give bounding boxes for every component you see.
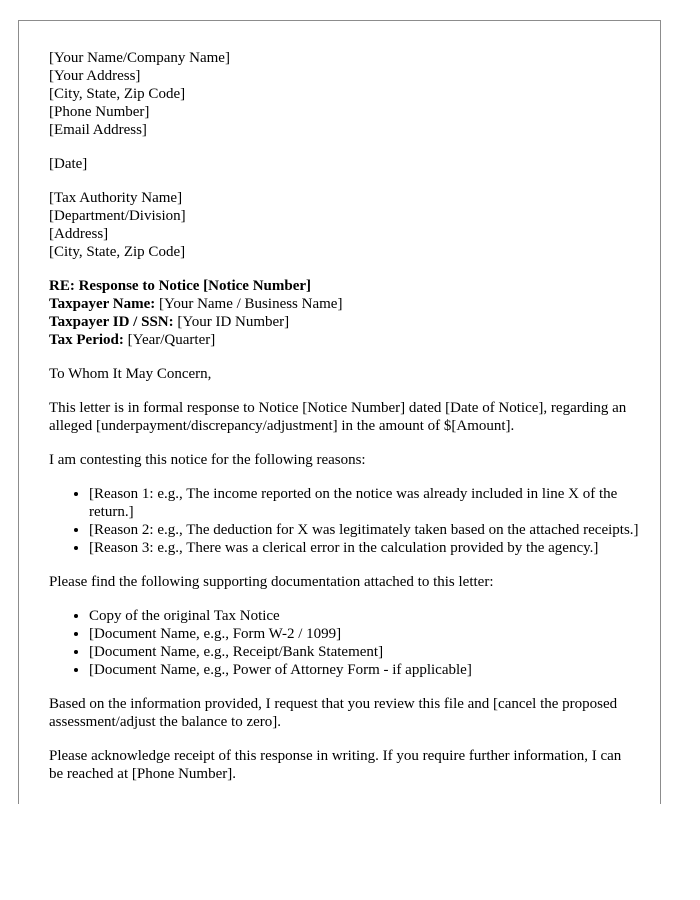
reason-item-3: • [Reason 3: e.g., There was a clerical error in the calculation provided by the agency.] [89,539,639,557]
document-item-1: • Copy of the original Tax Notice [89,607,639,625]
reason-item-1: • [Reason 1: e.g., The income reported on the notice was already included in line X of the return.] [89,485,639,521]
contest-intro: I am contesting this notice for the following reasons: [49,452,366,468]
recipient-block [49,189,639,261]
document-item-3: • [Document Name, e.g., Receipt/Bank Statement] [89,643,639,661]
taxpayer-id-line [49,313,639,331]
sender-address: [Your Address] [49,68,141,84]
sender-email: [Email Address] [49,122,147,138]
reasons-list [49,485,639,557]
sender-name: [Your Name/Company Name] [49,50,230,66]
taxpayer-name-label: Taxpayer Name: [49,296,156,312]
recipient-city-state-zip: [City, State, Zip Code] [49,244,186,260]
re-line-text: RE: Response to Notice [Notice Number] [49,278,312,294]
taxpayer-id-value: [Your ID Number] [173,314,290,330]
documents-intro: Please find the following supporting documentation attached to this letter: [49,574,494,590]
request-paragraph: Based on the information provided, I request that you review this file and [cancel the proposed assessment/adjust the balance to zero]. [49,696,618,730]
recipient-department: [Department/Division] [49,208,186,224]
re-line [49,277,639,295]
taxpayer-name-line [49,295,639,313]
document-item-4: • [Document Name, e.g., Power of Attorney Form - if applicable] [89,661,639,679]
tax-period-value: [Year/Quarter] [123,332,216,348]
acknowledge-paragraph: Please acknowledge receipt of this response in writing. If you require further information, I can be reached at [Phone Number]. [49,748,622,782]
documents-list [49,607,639,679]
taxpayer-name-value: [Your Name / Business Name] [155,296,343,312]
intro-paragraph: This letter is in formal response to Notice [Notice Number] dated [Date of Notice], regarding an alleged [underpayment/discrepancy/adjustment] in the amount of $[Amount]. [49,400,627,434]
recipient-authority: [Tax Authority Name] [49,190,183,206]
tax-period-line [49,331,639,349]
tax-period-label: Tax Period: [49,332,124,348]
recipient-address: [Address] [49,226,109,242]
date-block [49,155,639,173]
document-item-2: • [Document Name, e.g., Form W-2 / 1099] [89,625,639,643]
taxpayer-id-label: Taxpayer ID / SSN: [49,314,174,330]
reference-block [49,277,639,349]
salutation: To Whom It May Concern, [49,366,212,382]
letter-date: [Date] [49,156,88,172]
letter-page [18,20,661,804]
sender-phone: [Phone Number] [49,104,150,120]
reason-item-2: • [Reason 2: e.g., The deduction for X was legitimately taken based on the attached receipts.] [89,521,639,539]
sender-city-state-zip: [City, State, Zip Code] [49,86,186,102]
sender-block [49,49,639,139]
letter-content [49,49,639,799]
